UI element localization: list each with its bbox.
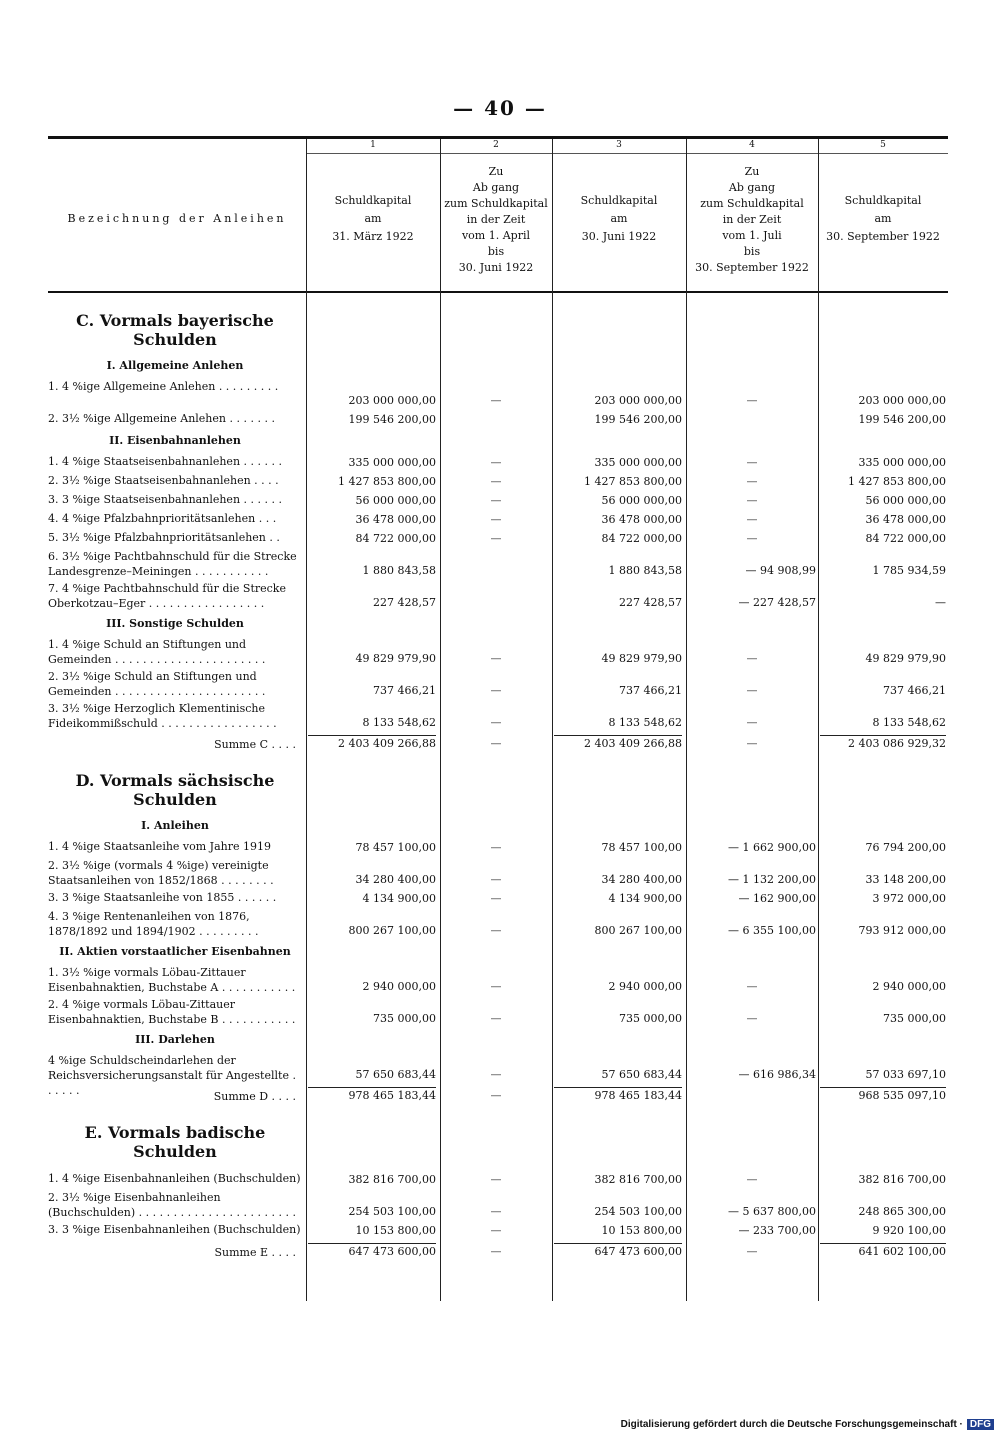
sum-cell-c2: — xyxy=(490,737,502,750)
cell-c3: 36 478 000,00 xyxy=(601,513,682,526)
table-row xyxy=(48,454,948,471)
cell-c4: — 227 428,57 xyxy=(738,596,816,609)
column-header-line: zum Schuldkapital xyxy=(700,197,804,210)
cell-c1: 56 000 000,00 xyxy=(355,494,436,507)
sum-cell-c5: 641 602 100,00 xyxy=(858,1245,946,1258)
cell-c4: — 233 700,00 xyxy=(738,1224,816,1237)
cell-c5: 793 912 000,00 xyxy=(858,924,946,937)
column-header-line: am xyxy=(364,212,382,225)
cell-c1: 1 880 843,58 xyxy=(362,564,436,577)
cell-c4: — 162 900,00 xyxy=(738,892,816,905)
sum-label: Summe C . . . . xyxy=(214,738,296,751)
cell-c1: 203 000 000,00 xyxy=(348,394,436,407)
cell-c2: — xyxy=(490,841,502,854)
cell-c3: 56 000 000,00 xyxy=(601,494,682,507)
column-header-line: Schuldkapital xyxy=(580,194,658,207)
column-header-line: 31. März 1922 xyxy=(332,230,414,243)
column-header-line: Zu xyxy=(488,165,504,178)
column-header-line: Ab gang xyxy=(728,181,776,194)
cell-c2: — xyxy=(490,1012,502,1025)
table-row xyxy=(48,1190,948,1220)
table-row xyxy=(48,701,948,731)
cell-c2: — xyxy=(490,532,502,545)
sum-rule xyxy=(820,1087,946,1088)
cell-c1: 8 133 548,62 xyxy=(362,716,436,729)
table-row xyxy=(48,839,948,856)
sum-cell-c3: 2 403 409 266,88 xyxy=(584,737,682,750)
cell-c4: — xyxy=(746,475,758,488)
cell-c1: 78 457 100,00 xyxy=(355,841,436,854)
cell-c5: 1 427 853 800,00 xyxy=(848,475,946,488)
cell-c2: — xyxy=(490,475,502,488)
sum-cell-c4: — xyxy=(746,1245,758,1258)
column-number-5: 5 xyxy=(880,140,886,150)
sum-row xyxy=(48,1089,948,1105)
cell-c4: — xyxy=(746,532,758,545)
cell-c5: 2 940 000,00 xyxy=(872,980,946,993)
cell-c2: — xyxy=(490,1173,502,1186)
cell-c2: — xyxy=(490,892,502,905)
row-label: 3. 3 %ige Staatseisenbahnanlehen . . . . . . xyxy=(48,493,282,506)
column-header-4 xyxy=(686,164,818,276)
debt-table xyxy=(48,136,948,1301)
column-header-line: in der Zeit xyxy=(466,213,526,226)
cell-c1: 34 280 400,00 xyxy=(355,873,436,886)
cell-c4: — xyxy=(746,652,758,665)
sum-cell-c1: 978 465 183,44 xyxy=(348,1089,436,1102)
cell-c2: — xyxy=(490,924,502,937)
cell-c3: 84 722 000,00 xyxy=(601,532,682,545)
cell-c5: 76 794 200,00 xyxy=(865,841,946,854)
cell-c3: 199 546 200,00 xyxy=(594,413,682,426)
dfg-logo: DFG xyxy=(967,1419,994,1430)
sum-rule xyxy=(308,1087,436,1088)
row-label: 6. 3½ %ige Pachtbahnschuld für die Strecke Landesgrenze–Meiningen . . . . . . . . . . . xyxy=(48,550,297,578)
cell-c4: — xyxy=(746,456,758,469)
table-row xyxy=(48,997,948,1027)
column-number-2: 2 xyxy=(493,140,499,150)
cell-c1: 227 428,57 xyxy=(373,596,436,609)
table-row xyxy=(48,858,948,888)
sum-cell-c1: 647 473 600,00 xyxy=(348,1245,436,1258)
column-header-line: bis xyxy=(743,245,761,258)
cell-c4: — 1 132 200,00 xyxy=(728,873,816,886)
row-label-header: Bezeichnung der Anleihen xyxy=(67,212,287,225)
cell-c4: — xyxy=(746,1173,758,1186)
table-row xyxy=(48,473,948,490)
row-label: 1. 4 %ige Staatsanleihe vom Jahre 1919 xyxy=(48,840,271,853)
section-title: E. Vormals badische Schulden xyxy=(84,1123,266,1161)
row-label: 3. 3 %ige Staatsanleihe von 1855 . . . . . . xyxy=(48,891,277,904)
cell-c2: — xyxy=(490,980,502,993)
group-title: II. Eisenbahnanlehen xyxy=(109,434,241,447)
column-header-1 xyxy=(306,192,440,246)
cell-c5: 33 148 200,00 xyxy=(865,873,946,886)
cell-c1: 737 466,21 xyxy=(373,684,436,697)
table-row xyxy=(48,1222,948,1239)
sum-rule xyxy=(308,735,436,736)
column-header-3 xyxy=(552,192,686,246)
cell-c1: 335 000 000,00 xyxy=(348,456,436,469)
column-header-line: vom 1. April xyxy=(461,229,531,242)
header-bottom-rule xyxy=(48,291,948,293)
section-title: D. Vormals sächsische Schulden xyxy=(75,771,275,809)
row-label: 2. 3½ %ige Allgemeine Anlehen . . . . . . . xyxy=(48,412,275,425)
row-label: 3. 3 %ige Eisenbahnanleihen (Buchschulden) xyxy=(48,1223,301,1236)
cell-c2: — xyxy=(490,716,502,729)
cell-c4: — xyxy=(746,494,758,507)
cell-c5: 735 000,00 xyxy=(883,1012,946,1025)
cell-c5: — xyxy=(935,596,946,609)
column-header-line: am xyxy=(874,212,892,225)
cell-c3: 78 457 100,00 xyxy=(601,841,682,854)
cell-c3: 34 280 400,00 xyxy=(601,873,682,886)
cell-c1: 1 427 853 800,00 xyxy=(338,475,436,488)
cell-c5: 8 133 548,62 xyxy=(872,716,946,729)
column-number-rule xyxy=(306,153,948,154)
cell-c5: 36 478 000,00 xyxy=(865,513,946,526)
cell-c5: 382 816 700,00 xyxy=(858,1173,946,1186)
column-header-5 xyxy=(818,192,948,246)
row-label: 1. 3½ %ige vormals Löbau-Zittauer Eisenbahnaktien, Buchstabe A . . . . . . . . . . . xyxy=(48,966,296,994)
cell-c3: 57 650 683,44 xyxy=(601,1068,682,1081)
sum-label: Summe E . . . . xyxy=(214,1246,296,1259)
cell-c1: 49 829 979,90 xyxy=(355,652,436,665)
row-label: 2. 3½ %ige Eisenbahnanleihen (Buchschulden) . . . . . . . . . . . . . . . . . . . . . . . xyxy=(48,1191,296,1219)
cell-c3: 227 428,57 xyxy=(619,596,682,609)
table-row xyxy=(48,890,948,907)
table-row xyxy=(48,492,948,509)
cell-c4: — xyxy=(746,394,758,407)
cell-c2: — xyxy=(490,684,502,697)
table-row xyxy=(48,637,948,667)
cell-c2: — xyxy=(490,1205,502,1218)
table-top-rule xyxy=(48,136,948,139)
sum-rule xyxy=(554,735,682,736)
cell-c5: 335 000 000,00 xyxy=(858,456,946,469)
cell-c3: 8 133 548,62 xyxy=(608,716,682,729)
sum-row xyxy=(48,1245,948,1261)
column-number-1: 1 xyxy=(370,140,376,150)
table-row xyxy=(48,1171,948,1188)
sum-cell-c3: 978 465 183,44 xyxy=(594,1089,682,1102)
column-header-line: Ab gang xyxy=(472,181,520,194)
row-label: 4. 4 %ige Pfalzbahnprioritätsanlehen . . . xyxy=(48,512,277,525)
cell-c1: 57 650 683,44 xyxy=(355,1068,436,1081)
group-title: III. Sonstige Schulden xyxy=(106,617,244,630)
cell-c3: 1 880 843,58 xyxy=(608,564,682,577)
group-title: III. Darlehen xyxy=(135,1033,215,1046)
sum-cell-c5: 2 403 086 929,32 xyxy=(848,737,946,750)
table-row xyxy=(48,965,948,995)
cell-c1: 254 503 100,00 xyxy=(348,1205,436,1218)
column-header-2 xyxy=(440,164,552,276)
cell-c2: — xyxy=(490,652,502,665)
column-header-line: bis xyxy=(487,245,505,258)
cell-c5: 203 000 000,00 xyxy=(858,394,946,407)
sum-label: Summe D . . . . xyxy=(213,1090,296,1103)
cell-c3: 4 134 900,00 xyxy=(608,892,682,905)
cell-c2: — xyxy=(490,513,502,526)
sum-rule xyxy=(554,1087,682,1088)
row-label: 4. 3 %ige Rentenanleihen von 1876, 1878/1892 und 1894/1902 . . . . . . . . . xyxy=(48,910,259,938)
column-header-line: Zu xyxy=(744,165,760,178)
sum-cell-c2: — xyxy=(490,1245,502,1258)
cell-c5: 737 466,21 xyxy=(883,684,946,697)
cell-c4: — 616 986,34 xyxy=(738,1068,816,1081)
sum-cell-c4: — xyxy=(746,737,758,750)
cell-c3: 335 000 000,00 xyxy=(594,456,682,469)
row-label: 2. 4 %ige vormals Löbau-Zittauer Eisenbahnaktien, Buchstabe B . . . . . . . . . . . xyxy=(48,998,296,1026)
sum-rule xyxy=(554,1243,682,1244)
cell-c4: — 5 637 800,00 xyxy=(728,1205,816,1218)
cell-c3: 254 503 100,00 xyxy=(594,1205,682,1218)
cell-c4: — xyxy=(746,684,758,697)
column-header-line: vom 1. Juli xyxy=(722,229,782,242)
cell-c3: 203 000 000,00 xyxy=(594,394,682,407)
sum-rule xyxy=(820,1243,946,1244)
cell-c3: 382 816 700,00 xyxy=(594,1173,682,1186)
cell-c1: 382 816 700,00 xyxy=(348,1173,436,1186)
row-label: 1. 4 %ige Eisenbahnanleihen (Buchschulden) xyxy=(48,1172,301,1185)
cell-c4: — xyxy=(746,1012,758,1025)
cell-c3: 735 000,00 xyxy=(619,1012,682,1025)
group-title: I. Anleihen xyxy=(141,819,209,832)
column-number-4: 4 xyxy=(749,140,755,150)
table-row xyxy=(48,549,948,579)
column-header-line: 30. September 1922 xyxy=(826,230,940,243)
cell-c5: 3 972 000,00 xyxy=(872,892,946,905)
column-header-line: 30. Juni 1922 xyxy=(458,261,534,274)
table-row xyxy=(48,379,948,409)
cell-c4: — xyxy=(746,716,758,729)
column-header-line: 30. Juni 1922 xyxy=(581,230,657,243)
cell-c5: 1 785 934,59 xyxy=(872,564,946,577)
column-header-line: am xyxy=(610,212,628,225)
cell-c1: 735 000,00 xyxy=(373,1012,436,1025)
cell-c4: — 94 908,99 xyxy=(745,564,816,577)
table-row xyxy=(48,581,948,611)
sum-cell-c5: 968 535 097,10 xyxy=(858,1089,946,1102)
cell-c1: 36 478 000,00 xyxy=(355,513,436,526)
cell-c4: — 6 355 100,00 xyxy=(728,924,816,937)
cell-c2: — xyxy=(490,1068,502,1081)
table-row xyxy=(48,909,948,939)
cell-c1: 4 134 900,00 xyxy=(362,892,436,905)
cell-c3: 49 829 979,90 xyxy=(601,652,682,665)
group-title: I. Allgemeine Anlehen xyxy=(106,359,244,372)
column-header-line: 30. September 1922 xyxy=(695,261,809,274)
cell-c3: 1 427 853 800,00 xyxy=(584,475,682,488)
cell-c2: — xyxy=(490,873,502,886)
row-label: 2. 3½ %ige Staatseisenbahnanlehen . . . . xyxy=(48,474,279,487)
cell-c1: 800 267 100,00 xyxy=(348,924,436,937)
table-row xyxy=(48,511,948,528)
cell-c3: 800 267 100,00 xyxy=(594,924,682,937)
column-number-3: 3 xyxy=(616,140,622,150)
cell-c5: 84 722 000,00 xyxy=(865,532,946,545)
footer xyxy=(0,1419,1000,1430)
cell-c1: 199 546 200,00 xyxy=(348,413,436,426)
cell-c5: 49 829 979,90 xyxy=(865,652,946,665)
sum-rule xyxy=(820,735,946,736)
cell-c4: — xyxy=(746,513,758,526)
page-number: — 40 — xyxy=(453,96,547,120)
row-label: 1. 4 %ige Allgemeine Anlehen . . . . . . . . . xyxy=(48,380,279,393)
table-row xyxy=(48,530,948,547)
footer-text: Digitalisierung gefördert durch die Deutsche Forschungsgemeinschaft · xyxy=(620,1419,963,1430)
column-header-line: Schuldkapital xyxy=(844,194,922,207)
section-title: C. Vormals bayerische Schulden xyxy=(76,311,274,349)
sum-row xyxy=(48,737,948,753)
cell-c5: 199 546 200,00 xyxy=(858,413,946,426)
cell-c4: — xyxy=(746,980,758,993)
row-label: 2. 3½ %ige (vormals 4 %ige) vereinigte Staatsanleihen von 1852/1868 . . . . . . . . xyxy=(48,859,274,887)
cell-c3: 737 466,21 xyxy=(619,684,682,697)
row-label: 7. 4 %ige Pachtbahnschuld für die Strecke Oberkotzau–Eger . . . . . . . . . . . . . . . . . xyxy=(48,582,286,610)
row-label: 1. 4 %ige Schuld an Stiftungen und Gemeinden . . . . . . . . . . . . . . . . . . . . . . xyxy=(48,638,266,666)
group-title: II. Aktien vorstaatlicher Eisenbahnen xyxy=(59,945,291,958)
cell-c2: — xyxy=(490,1224,502,1237)
cell-c2: — xyxy=(490,494,502,507)
cell-c1: 84 722 000,00 xyxy=(355,532,436,545)
column-header-line: Schuldkapital xyxy=(334,194,412,207)
sum-cell-c2: — xyxy=(490,1089,502,1102)
row-label: 5. 3½ %ige Pfalzbahnprioritätsanlehen . . xyxy=(48,531,280,544)
cell-c5: 9 920 100,00 xyxy=(872,1224,946,1237)
sum-cell-c1: 2 403 409 266,88 xyxy=(338,737,436,750)
row-label: 2. 3½ %ige Schuld an Stiftungen und Gemeinden . . . . . . . . . . . . . . . . . . . . . . xyxy=(48,670,266,698)
cell-c5: 57 033 697,10 xyxy=(865,1068,946,1081)
sum-rule xyxy=(308,1243,436,1244)
cell-c5: 56 000 000,00 xyxy=(865,494,946,507)
column-header-line: zum Schuldkapital xyxy=(444,197,548,210)
row-label: 1. 4 %ige Staatseisenbahnanlehen . . . . . . xyxy=(48,455,282,468)
cell-c2: — xyxy=(490,456,502,469)
table-row xyxy=(48,669,948,699)
cell-c3: 10 153 800,00 xyxy=(601,1224,682,1237)
table-row xyxy=(48,411,948,428)
row-label: 3. 3½ %ige Herzoglich Klementinische Fideikommißschuld . . . . . . . . . . . . . . . . . xyxy=(48,702,277,730)
cell-c1: 2 940 000,00 xyxy=(362,980,436,993)
cell-c4: — 1 662 900,00 xyxy=(728,841,816,854)
cell-c3: 2 940 000,00 xyxy=(608,980,682,993)
cell-c5: 248 865 300,00 xyxy=(858,1205,946,1218)
row-label: 4 %ige Schuldscheindarlehen der Reichsversicherungsanstalt für Angestellte . . . . . . xyxy=(48,1054,296,1097)
sum-cell-c3: 647 473 600,00 xyxy=(594,1245,682,1258)
cell-c1: 10 153 800,00 xyxy=(355,1224,436,1237)
column-header-line: in der Zeit xyxy=(722,213,782,226)
cell-c2: — xyxy=(490,394,502,407)
